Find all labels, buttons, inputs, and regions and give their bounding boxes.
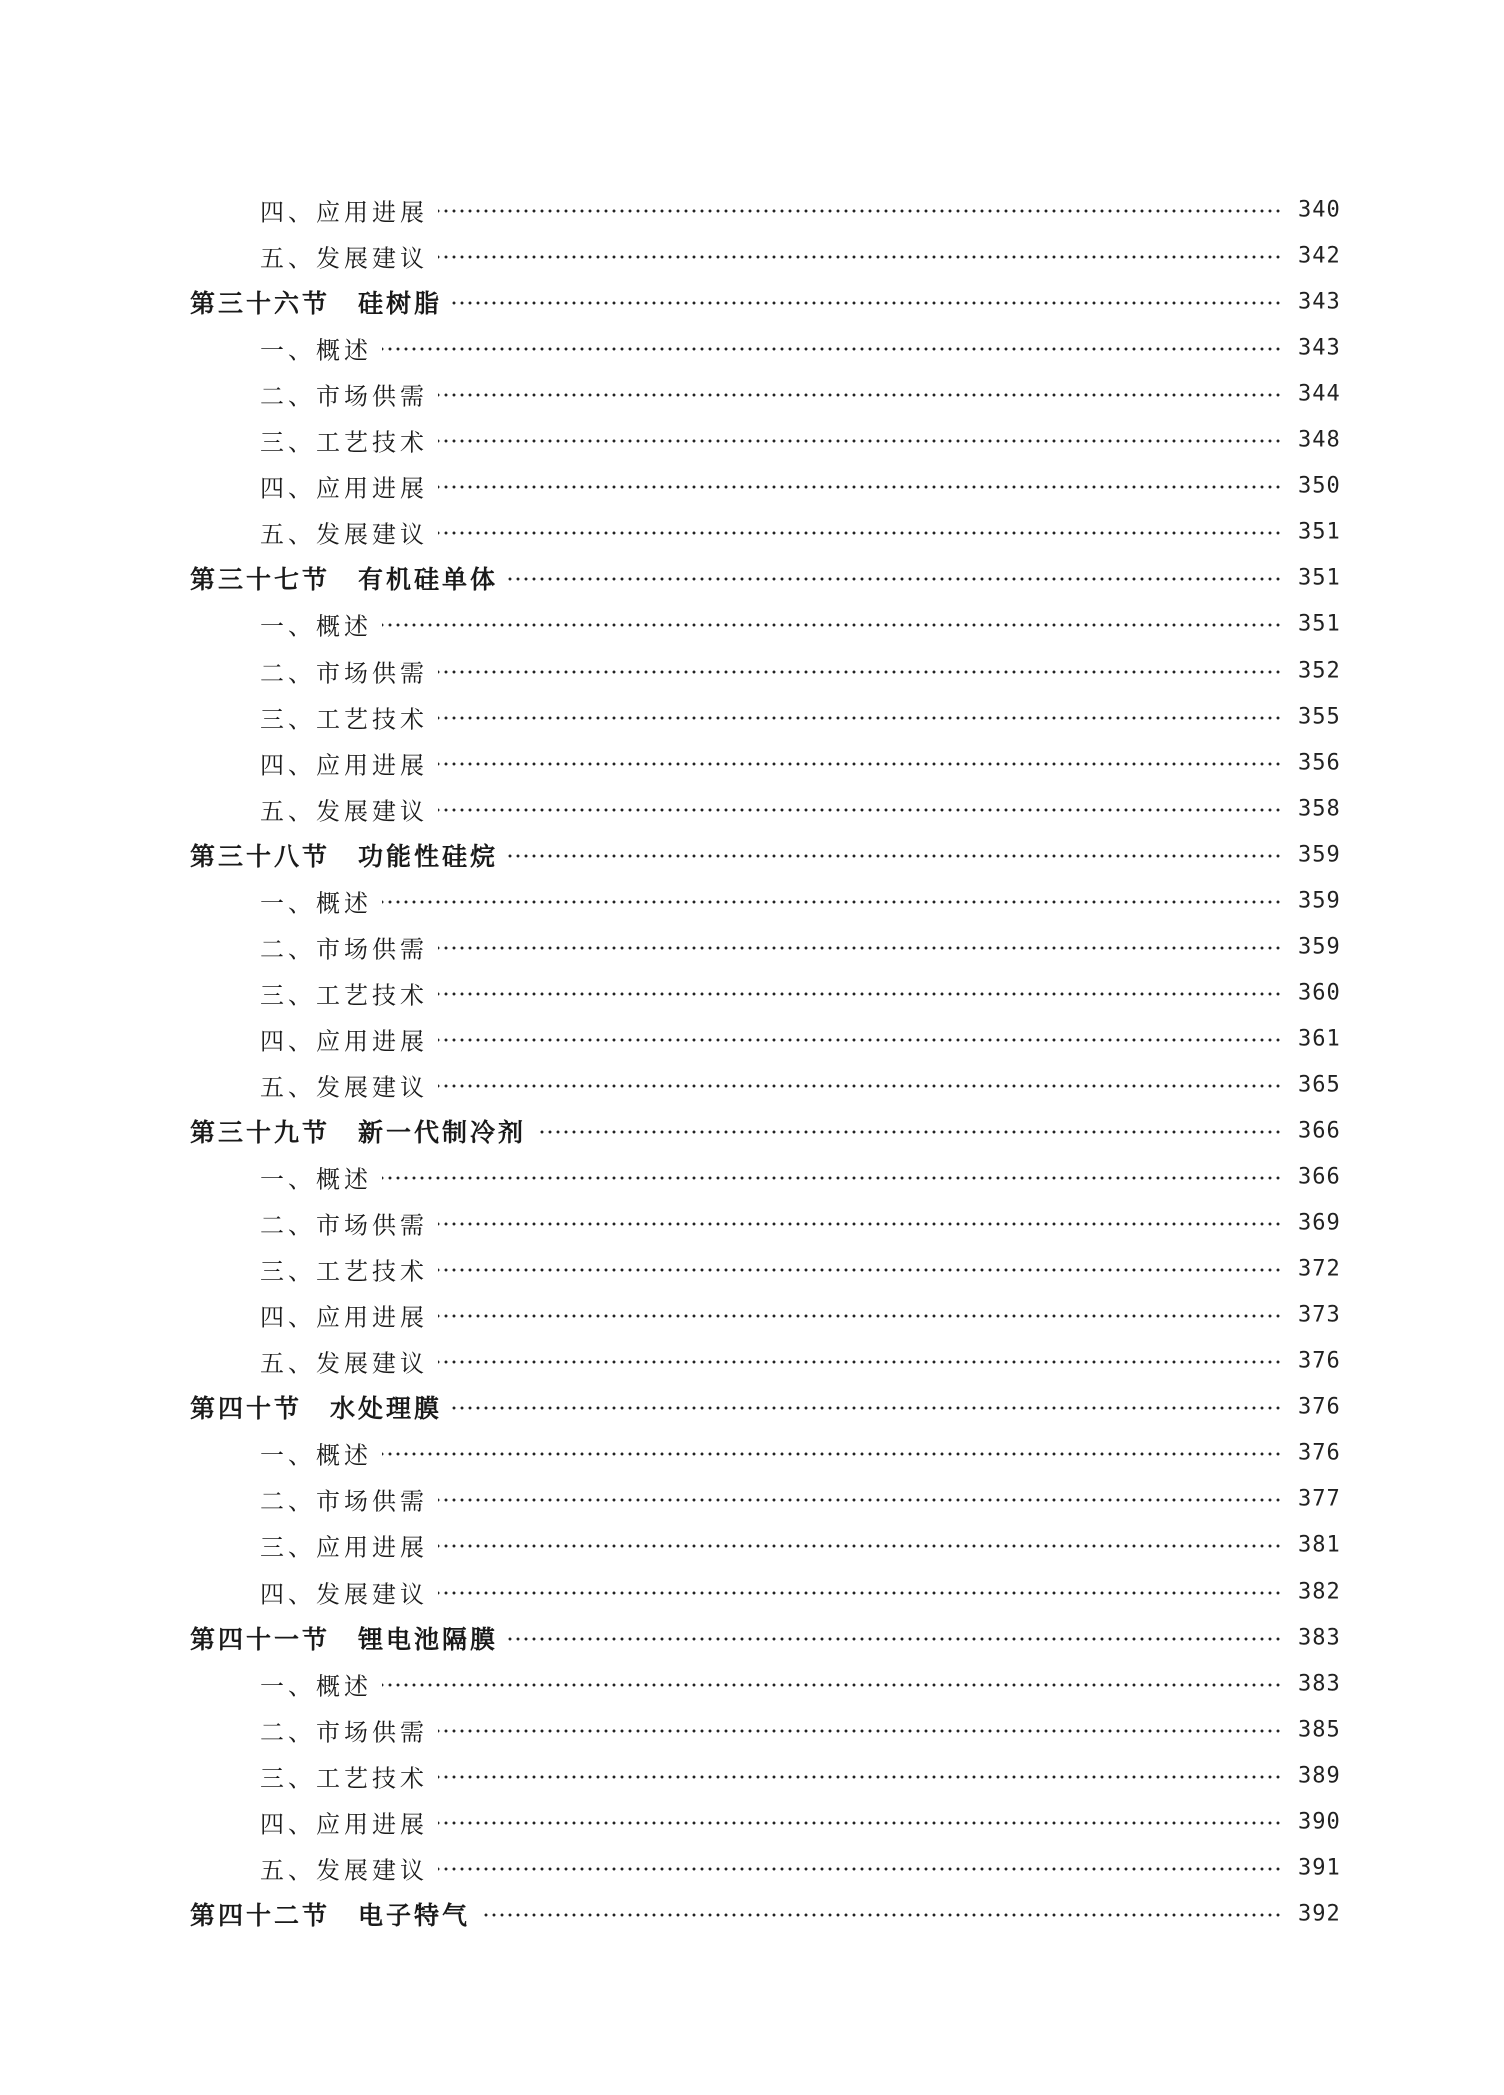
- toc-leader-dots: [438, 716, 1282, 720]
- toc-entry-title: 五、发展建议: [260, 244, 428, 273]
- toc-entry-title: 五、发展建议: [260, 1856, 428, 1885]
- toc-subsection-row: [0, 786, 1504, 832]
- toc-entry-title: 四、应用进展: [260, 1027, 428, 1056]
- toc-leader-dots: [452, 1406, 1282, 1410]
- toc-entry-title: 第三十七节 有机硅单体: [190, 565, 499, 595]
- toc-subsection-row: [0, 1661, 1504, 1707]
- toc-leader-dots: [382, 1176, 1282, 1180]
- toc-leader-dots: [438, 1498, 1282, 1502]
- toc-entry-title: 二、市场供需: [260, 1487, 428, 1516]
- toc-page-number: 390: [1298, 1809, 1341, 1835]
- toc-subsection-row: [0, 1200, 1504, 1246]
- toc-subsection-row: [0, 1062, 1504, 1108]
- toc-leader-dots: [438, 439, 1282, 443]
- toc-subsection-row: [0, 1522, 1504, 1568]
- toc-page-number: 350: [1298, 473, 1341, 499]
- toc-page-number: 373: [1298, 1302, 1341, 1328]
- toc-subsection-row: [0, 1569, 1504, 1615]
- toc-leader-dots: [438, 485, 1282, 489]
- toc-entry-title: 一、概述: [260, 612, 372, 641]
- toc-subsection-row: [0, 924, 1504, 970]
- toc-page-number: 361: [1298, 1026, 1341, 1052]
- toc-section-row: [0, 1615, 1504, 1661]
- toc-page-number: 359: [1298, 934, 1341, 960]
- toc-subsection-row: [0, 1753, 1504, 1799]
- toc-leader-dots: [438, 1084, 1282, 1088]
- toc-leader-dots: [438, 992, 1282, 996]
- toc-section-row: [0, 555, 1504, 601]
- toc-leader-dots: [438, 1729, 1282, 1733]
- toc-page-number: 385: [1298, 1717, 1341, 1743]
- toc-leader-dots: [382, 623, 1282, 627]
- toc-entry-title: 三、工艺技术: [260, 981, 428, 1010]
- toc-subsection-row: [0, 509, 1504, 555]
- toc-entry-title: 一、概述: [260, 1165, 372, 1194]
- toc-page-number: 358: [1298, 796, 1341, 822]
- toc-entry-title: 二、市场供需: [260, 382, 428, 411]
- toc-page-number: 391: [1298, 1855, 1341, 1881]
- toc-leader-dots: [438, 209, 1282, 213]
- toc-page-number: 392: [1298, 1901, 1341, 1927]
- toc-section-row: [0, 1108, 1504, 1154]
- toc-entry-title: 三、工艺技术: [260, 705, 428, 734]
- toc-page-number: 383: [1298, 1671, 1341, 1697]
- toc-leader-dots: [382, 1452, 1282, 1456]
- toc-page-number: 389: [1298, 1763, 1341, 1789]
- toc-entry-title: 第三十九节 新一代制冷剂: [190, 1118, 527, 1147]
- toc-entry-title: 五、发展建议: [260, 797, 428, 826]
- toc-entry-title: 四、应用进展: [260, 1810, 428, 1839]
- toc-page-number: 369: [1298, 1210, 1341, 1236]
- toc-leader-dots: [438, 1821, 1282, 1825]
- toc-entry-title: 五、发展建议: [260, 1073, 428, 1102]
- toc-entry-title: 四、发展建议: [260, 1580, 428, 1608]
- toc-entry-title: 二、市场供需: [260, 935, 428, 964]
- toc-page-number: 352: [1298, 658, 1341, 683]
- toc-leader-dots: [438, 1038, 1282, 1042]
- toc-leader-dots: [438, 1222, 1282, 1226]
- toc-entry-title: 五、发展建议: [260, 520, 428, 549]
- toc-leader-dots: [438, 1867, 1282, 1871]
- toc-subsection-row: [0, 325, 1504, 371]
- toc-subsection-row: [0, 187, 1504, 233]
- toc-entry-title: 二、市场供需: [260, 659, 428, 687]
- toc-subsection-row: [0, 1707, 1504, 1753]
- toc-section-row: [0, 832, 1504, 878]
- toc-subsection-row: [0, 1476, 1504, 1522]
- toc-leader-dots: [508, 1637, 1282, 1641]
- toc-page-number: 360: [1298, 980, 1341, 1006]
- toc-entry-title: 一、概述: [260, 1441, 372, 1470]
- toc-page-number: 351: [1298, 611, 1341, 637]
- toc-page-number: 356: [1298, 750, 1341, 776]
- toc-leader-dots: [438, 1775, 1282, 1779]
- toc-entry-title: 一、概述: [260, 1672, 372, 1701]
- toc-leader-dots: [438, 1268, 1282, 1272]
- toc-entry-title: 第三十八节 功能性硅烷: [190, 841, 499, 871]
- toc-subsection-row: [0, 601, 1504, 647]
- toc-leader-dots: [438, 808, 1282, 812]
- toc-entry-title: 三、工艺技术: [260, 428, 428, 457]
- toc-page-number: 376: [1298, 1394, 1341, 1420]
- toc-leader-dots: [438, 946, 1282, 950]
- toc-leader-dots: [480, 1913, 1282, 1917]
- toc-entry-title: 四、应用进展: [260, 751, 428, 780]
- toc-leader-dots: [438, 670, 1282, 674]
- toc-entry-title: 一、概述: [260, 336, 372, 365]
- toc-subsection-row: [0, 740, 1504, 786]
- toc-page-number: 340: [1298, 197, 1341, 223]
- toc-page-number: 365: [1298, 1072, 1341, 1098]
- toc-page-number: 376: [1298, 1440, 1341, 1466]
- toc-subsection-row: [0, 694, 1504, 740]
- toc-subsection-row: [0, 1292, 1504, 1338]
- toc-page-number: 359: [1298, 842, 1341, 868]
- toc-subsection-row: [0, 1154, 1504, 1200]
- toc-leader-dots: [382, 347, 1282, 351]
- toc-subsection-row: [0, 970, 1504, 1016]
- toc-subsection-row: [0, 1430, 1504, 1476]
- toc-section-row: [0, 1384, 1504, 1430]
- toc-page-number: 343: [1298, 289, 1341, 315]
- toc-leader-dots: [508, 854, 1282, 858]
- toc-subsection-row: [0, 878, 1504, 924]
- toc-page-number: 343: [1298, 335, 1341, 361]
- toc-leader-dots: [438, 762, 1282, 766]
- toc-subsection-row: [0, 1799, 1504, 1845]
- toc-entry-title: 五、发展建议: [260, 1349, 428, 1378]
- toc-page-number: 342: [1298, 243, 1341, 269]
- toc-leader-dots: [438, 393, 1282, 397]
- toc-leader-dots: [438, 1591, 1282, 1595]
- toc-leader-dots: [438, 1360, 1282, 1364]
- toc-entry-title: 第四十二节 电子特气: [190, 1900, 471, 1930]
- toc-entry-title: 第四十一节 锂电池隔膜: [190, 1624, 499, 1654]
- toc-subsection-row: [0, 463, 1504, 509]
- toc-subsection-row: [0, 1338, 1504, 1384]
- toc-subsection-row: [0, 648, 1504, 694]
- toc-section-row: [0, 1891, 1504, 1937]
- toc-page-number: 376: [1298, 1348, 1341, 1374]
- toc-page-number: 351: [1298, 519, 1341, 545]
- toc-section-row: [0, 279, 1504, 325]
- toc-subsection-row: [0, 371, 1504, 417]
- toc-entry-title: 一、概述: [260, 889, 372, 918]
- toc-page-number: 372: [1298, 1256, 1341, 1282]
- toc-page-number: 381: [1298, 1532, 1341, 1558]
- toc-page-number: 366: [1298, 1164, 1341, 1190]
- toc-subsection-row: [0, 1246, 1504, 1292]
- toc-page-number: 344: [1298, 381, 1341, 407]
- toc-entry-title: 二、市场供需: [260, 1211, 428, 1240]
- toc-page-number: 359: [1298, 888, 1341, 914]
- toc-page-number: 383: [1298, 1625, 1341, 1651]
- toc-subsection-row: [0, 233, 1504, 279]
- toc-page-number: 382: [1298, 1579, 1341, 1604]
- toc-leader-dots: [536, 1130, 1282, 1134]
- toc-leader-dots: [382, 900, 1282, 904]
- toc-leader-dots: [438, 1544, 1282, 1548]
- toc-leader-dots: [508, 577, 1282, 581]
- toc-entry-title: 第四十节 水处理膜: [190, 1394, 443, 1424]
- toc-entry-title: 四、应用进展: [260, 198, 428, 227]
- toc-entry-title: 三、工艺技术: [260, 1764, 428, 1793]
- toc-subsection-row: [0, 417, 1504, 463]
- toc-leader-dots: [452, 301, 1282, 305]
- toc-leader-dots: [438, 1314, 1282, 1318]
- toc-page-number: 348: [1298, 427, 1341, 453]
- toc-entry-title: 四、应用进展: [260, 1303, 428, 1332]
- toc-entry-title: 三、应用进展: [260, 1533, 428, 1562]
- toc-leader-dots: [382, 1683, 1282, 1687]
- toc-page-number: 366: [1298, 1118, 1341, 1144]
- toc-entry-title: 二、市场供需: [260, 1718, 428, 1747]
- toc-entry-title: 四、应用进展: [260, 474, 428, 503]
- toc-subsection-row: [0, 1016, 1504, 1062]
- toc-leader-dots: [438, 255, 1282, 259]
- toc-leader-dots: [438, 531, 1282, 535]
- toc-entry-title: 第三十六节 硅树脂: [190, 289, 443, 319]
- toc-subsection-row: [0, 1845, 1504, 1891]
- toc-page-number: 377: [1298, 1486, 1341, 1512]
- toc-page-number: 355: [1298, 704, 1341, 730]
- toc-entry-title: 三、工艺技术: [260, 1257, 428, 1286]
- toc-page-number: 351: [1298, 565, 1341, 591]
